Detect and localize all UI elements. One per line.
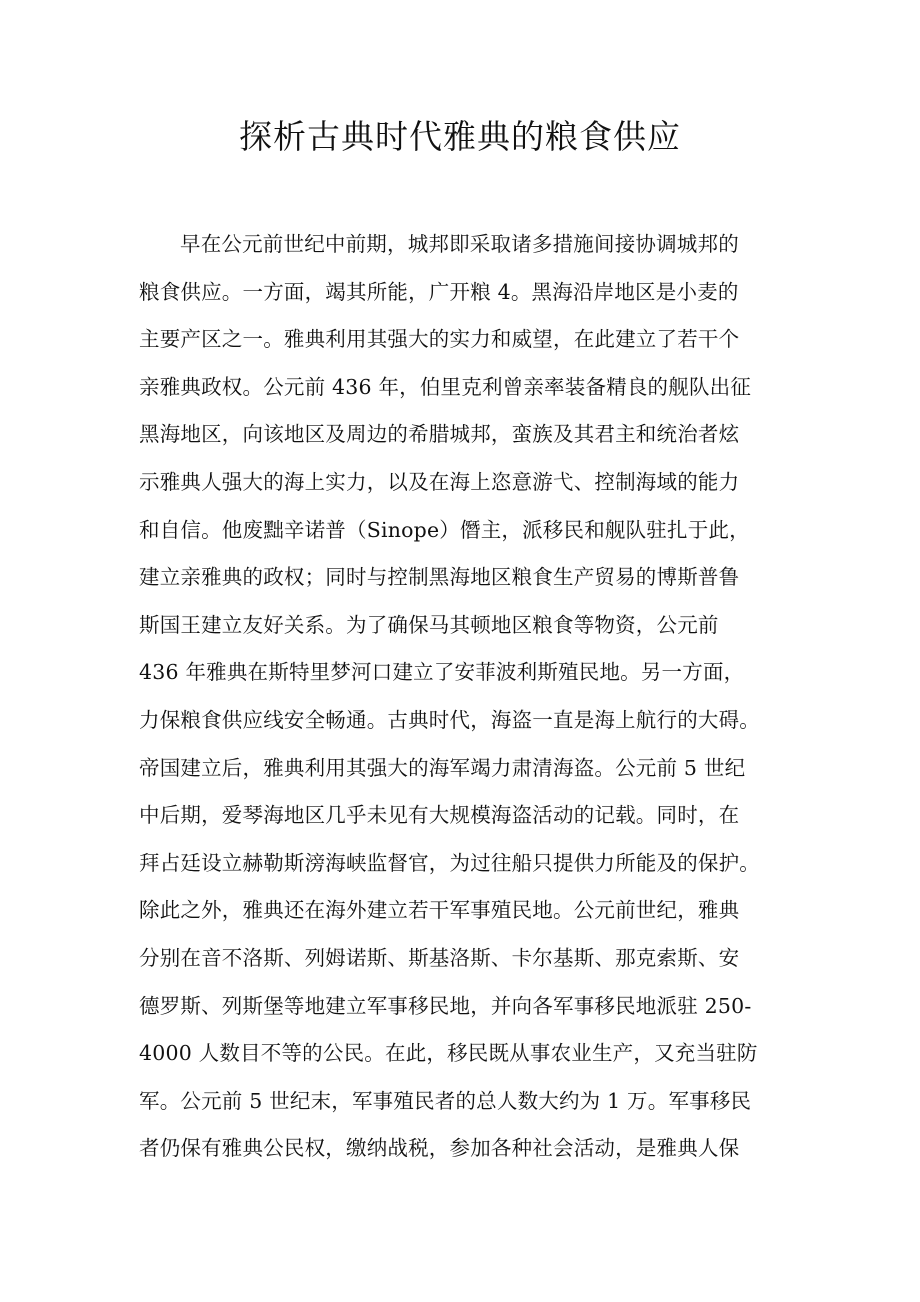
body-line: 粮食供应。一方面，竭其所能，广开粮 4。黑海沿岸地区是小麦的 bbox=[139, 279, 739, 304]
body-line: 黑海地区，向该地区及周边的希腊城邦，蛮族及其君主和统治者炫 bbox=[139, 422, 740, 447]
body-line: 拜占廷设立赫勒斯滂海峡监督官，为过往船只提供力所能及的保护。 bbox=[139, 850, 760, 875]
document-body bbox=[139, 221, 799, 1173]
body-line: 亲雅典政权。公元前 436 年，伯里克利曾亲率装备精良的舰队出征 bbox=[139, 374, 752, 399]
body-line: 者仍保有雅典公民权，缴纳战税，参加各种社会活动，是雅典人保 bbox=[139, 1136, 740, 1161]
body-line: 和自信。他废黜辛诺普（Sinope）僭主，派移民和舰队驻扎于此， bbox=[139, 517, 750, 542]
body-line: 436 年雅典在斯特里梦河口建立了安菲波利斯殖民地。另一方面， bbox=[139, 660, 745, 685]
body-line: 除此之外，雅典还在海外建立若干军事殖民地。公元前世纪，雅典 bbox=[139, 898, 740, 923]
document-title: 探析古典时代雅典的粮食供应 bbox=[239, 117, 681, 156]
body-line: 力保粮食供应线安全畅通。古典时代，海盗一直是海上航行的大碍。 bbox=[139, 707, 760, 732]
body-line: 早在公元前世纪中前期，城邦即采取诸多措施间接协调城邦的 bbox=[180, 232, 739, 256]
body-line: 军。公元前 5 世纪末，军事殖民者的总人数大约为 1 万。军事移民 bbox=[139, 1088, 752, 1113]
body-line: 示雅典人强大的海上实力，以及在海上恣意游弋、控制海域的能力 bbox=[139, 469, 740, 494]
body-line: 帝国建立后，雅典利用其强大的海军竭力肃清海盗。公元前 5 世纪 bbox=[139, 755, 746, 780]
body-line: 建立亲雅典的政权；同时与控制黑海地区粮食生产贸易的博斯普鲁 bbox=[139, 565, 740, 590]
body-line: 主要产区之一。雅典利用其强大的实力和威望，在此建立了若干个 bbox=[139, 327, 740, 352]
body-line: 中后期，爱琴海地区几乎未见有大规模海盗活动的记载。同时，在 bbox=[139, 803, 740, 828]
body-line: 斯国王建立友好关系。为了确保马其顿地区粮食等物资，公元前 bbox=[139, 612, 719, 637]
body-line: 4000 人数目不等的公民。在此，移民既从事农业生产，又充当驻防 bbox=[139, 1041, 758, 1066]
body-line: 德罗斯、列斯堡等地建立军事移民地，并向各军事移民地派驻 250- bbox=[139, 993, 752, 1018]
body-line: 分别在音不洛斯、列姆诺斯、斯基洛斯、卡尔基斯、那克索斯、安 bbox=[139, 945, 740, 970]
